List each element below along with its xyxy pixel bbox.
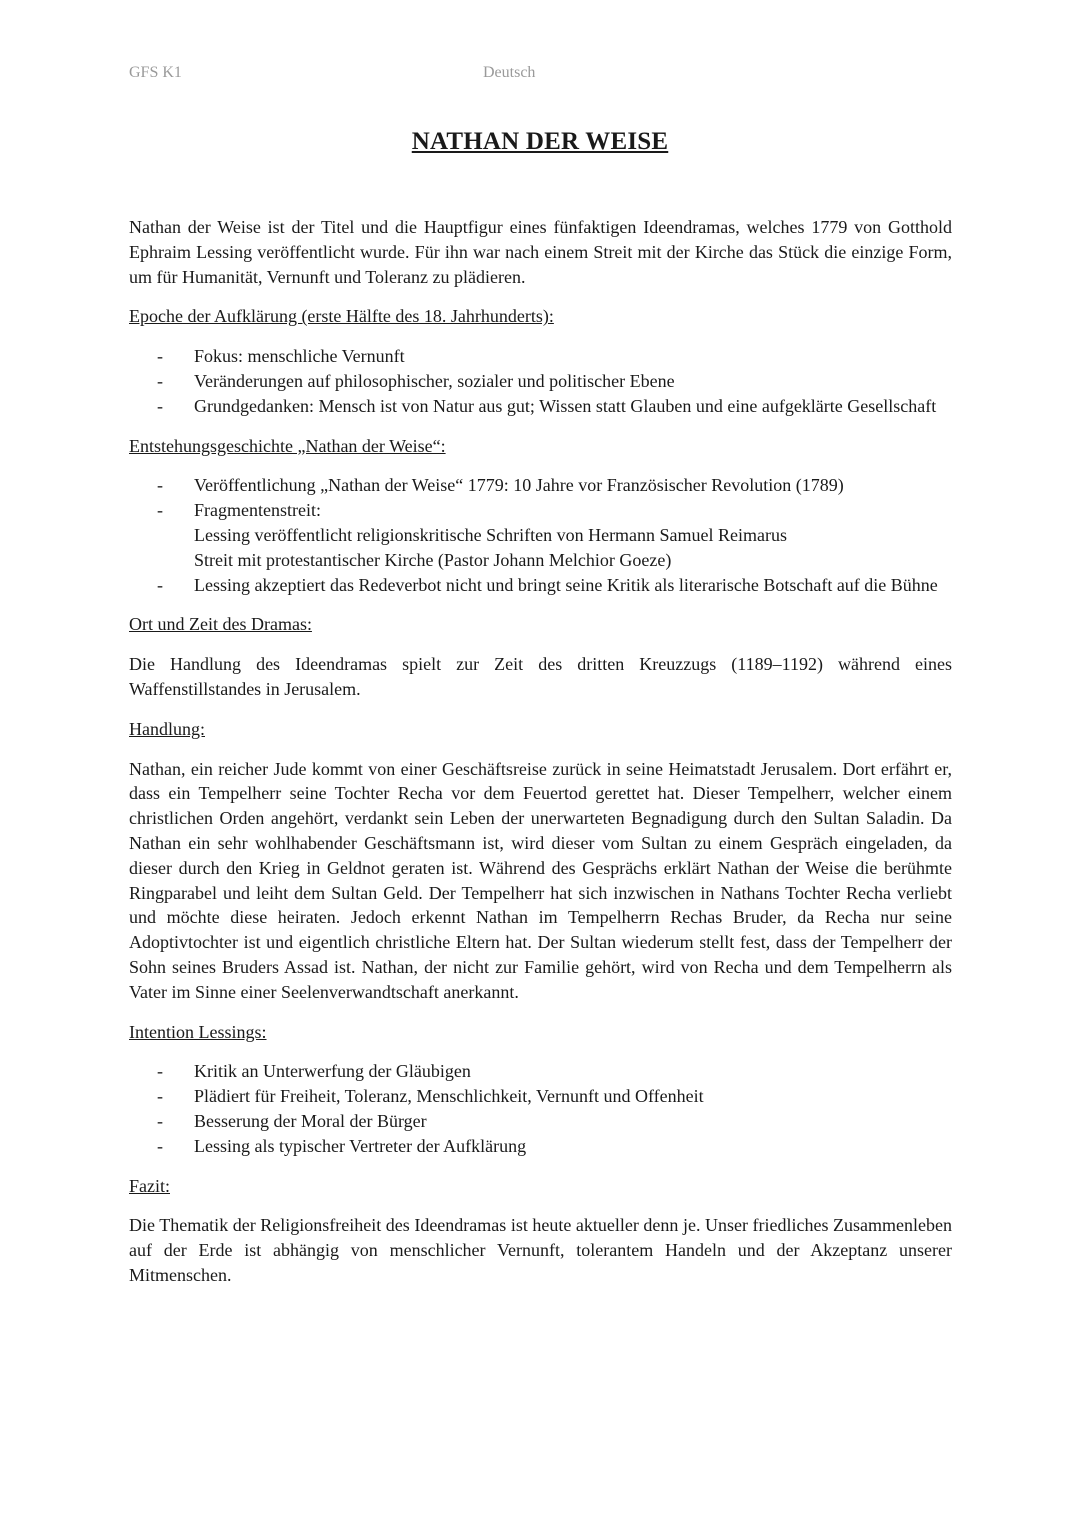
header-course: GFS K1 — [129, 64, 182, 81]
list-item: - Kritik an Unterwerfung der Gläubigen — [129, 1059, 952, 1084]
handlung-heading: Handlung: — [129, 718, 205, 739]
list-item: - Fokus: menschliche Vernunft — [129, 344, 952, 369]
ort-heading: Ort und Zeit des Dramas: — [129, 614, 312, 635]
list-item: - Veröffentlichung „Nathan der Weise“ 1779: 10 Jahre vor Französischer Revolution (1789) — [129, 473, 952, 498]
ort-paragraph: Die Handlung des Ideendramas spielt zur Zeit des dritten Kreuzzugs (1189–1192) während eines Waffenstillstandes in Jerusalem. — [129, 654, 952, 699]
handlung-paragraph: Nathan, ein reicher Jude kommt von einer Geschäftsreise zurück in seine Heimatstadt Jerusalem. Dort erfährt er, dass ein Tempelherr seine Tochter Recha vor dem Feuertod gerettet hat. Dieser Tempelherr, welcher einem christlichen Orden angehört, verdankt sein Leben der unerwarteten Begnadigung durch den Sultan Saladin. Da Nathan ein sehr wohlhabender Geschäftsmann ist, wird dieser vom Sultan zu einem Gespräch eingeladen, da dieser durch den Krieg in Geldnot geraten ist. Während des Gesprächs erklärt Nathan der Weise die berühmte Ringparabel und leiht dem Sultan Geld. Der Tempelherr hat sich inzwischen in Nathans Tochter Recha verliebt und möchte diese heiraten. Jedoch erkennt Nathan im Tempelherrn Rechas Bruder, da Recha nur seine Adoptivtochter ist und eigentlich christliche Eltern hat. Der Sultan wiederum stellt fest, dass der Tempelherr der Sohn seines Bruders Assad ist. Nathan, der nicht zur Familie gehört, wird von Recha und dem Tempelherrn als Vater im Sinne einer Seelenverwandtschaft anerkannt. — [129, 758, 952, 1002]
bullet-dash: - — [157, 1061, 163, 1082]
list-item: - Plädiert für Freiheit, Toleranz, Menschlichkeit, Vernunft und Offenheit — [129, 1084, 952, 1109]
entstehung-list — [129, 473, 952, 597]
bullet-dash: - — [157, 574, 163, 595]
document-body — [129, 215, 952, 1288]
list-item: - Lessing akzeptiert das Redeverbot nicht und bringt seine Kritik als literarische Botschaft auf die Bühne — [129, 573, 952, 598]
bullet-dash: - — [157, 1135, 163, 1156]
bullet-dash: - — [157, 1086, 163, 1107]
list-item: - Besserung der Moral der Bürger — [129, 1109, 952, 1134]
bullet-dash: - — [157, 500, 163, 521]
bullet-dash: - — [157, 395, 163, 416]
bullet-dash: - — [157, 1110, 163, 1131]
header-subject: Deutsch — [483, 64, 536, 81]
bullet-dash: - — [157, 475, 163, 496]
bullet-dash: - — [157, 346, 163, 367]
list-item: - Fragmentenstreit: Lessing veröffentlicht religionskritische Schriften von Hermann Samuel Reimarus Streit mit protestantischer Kirche (Pastor Johann Melchior Goeze) — [157, 500, 788, 570]
intention-list — [129, 1059, 952, 1158]
fazit-heading: Fazit: — [129, 1175, 170, 1196]
intro-paragraph: Nathan der Weise ist der Titel und die Hauptfigur eines fünfaktigen Ideendramas, welches 1779 von Gotthold Ephraim Lessing veröffentlicht wurde. Für ihn war nach einem Streit mit der Kirche das Stück die einzige Form, um für Humanität, Vernunft und Toleranz zu plädieren. — [129, 217, 952, 287]
bullet-dash: - — [157, 370, 163, 391]
list-item: - Grundgedanken: Mensch ist von Natur aus gut; Wissen statt Glauben und eine aufgeklärte Gesellschaft — [129, 394, 952, 419]
epoche-list — [129, 344, 952, 418]
list-item: - Veränderungen auf philosophischer, sozialer und politischer Ebene — [129, 369, 952, 394]
entstehung-heading: Entstehungsgeschichte „Nathan der Weise“: — [129, 435, 446, 456]
intention-heading: Intention Lessings: — [129, 1021, 267, 1042]
list-item: - Lessing als typischer Vertreter der Aufklärung — [129, 1134, 952, 1159]
document-title: NATHAN DER WEISE — [411, 128, 669, 155]
page-header — [0, 64, 1080, 88]
epoche-heading: Epoche der Aufklärung (erste Hälfte des 18. Jahrhunderts): — [129, 306, 554, 327]
fazit-paragraph: Die Thematik der Religionsfreiheit des Ideendramas ist heute aktueller denn je. Unser friedliches Zusammenleben auf der Erde ist abhängig von menschlicher Vernunft, tolerantem Handeln und der Akzeptanz unserer Mitmenschen. — [129, 1215, 952, 1285]
